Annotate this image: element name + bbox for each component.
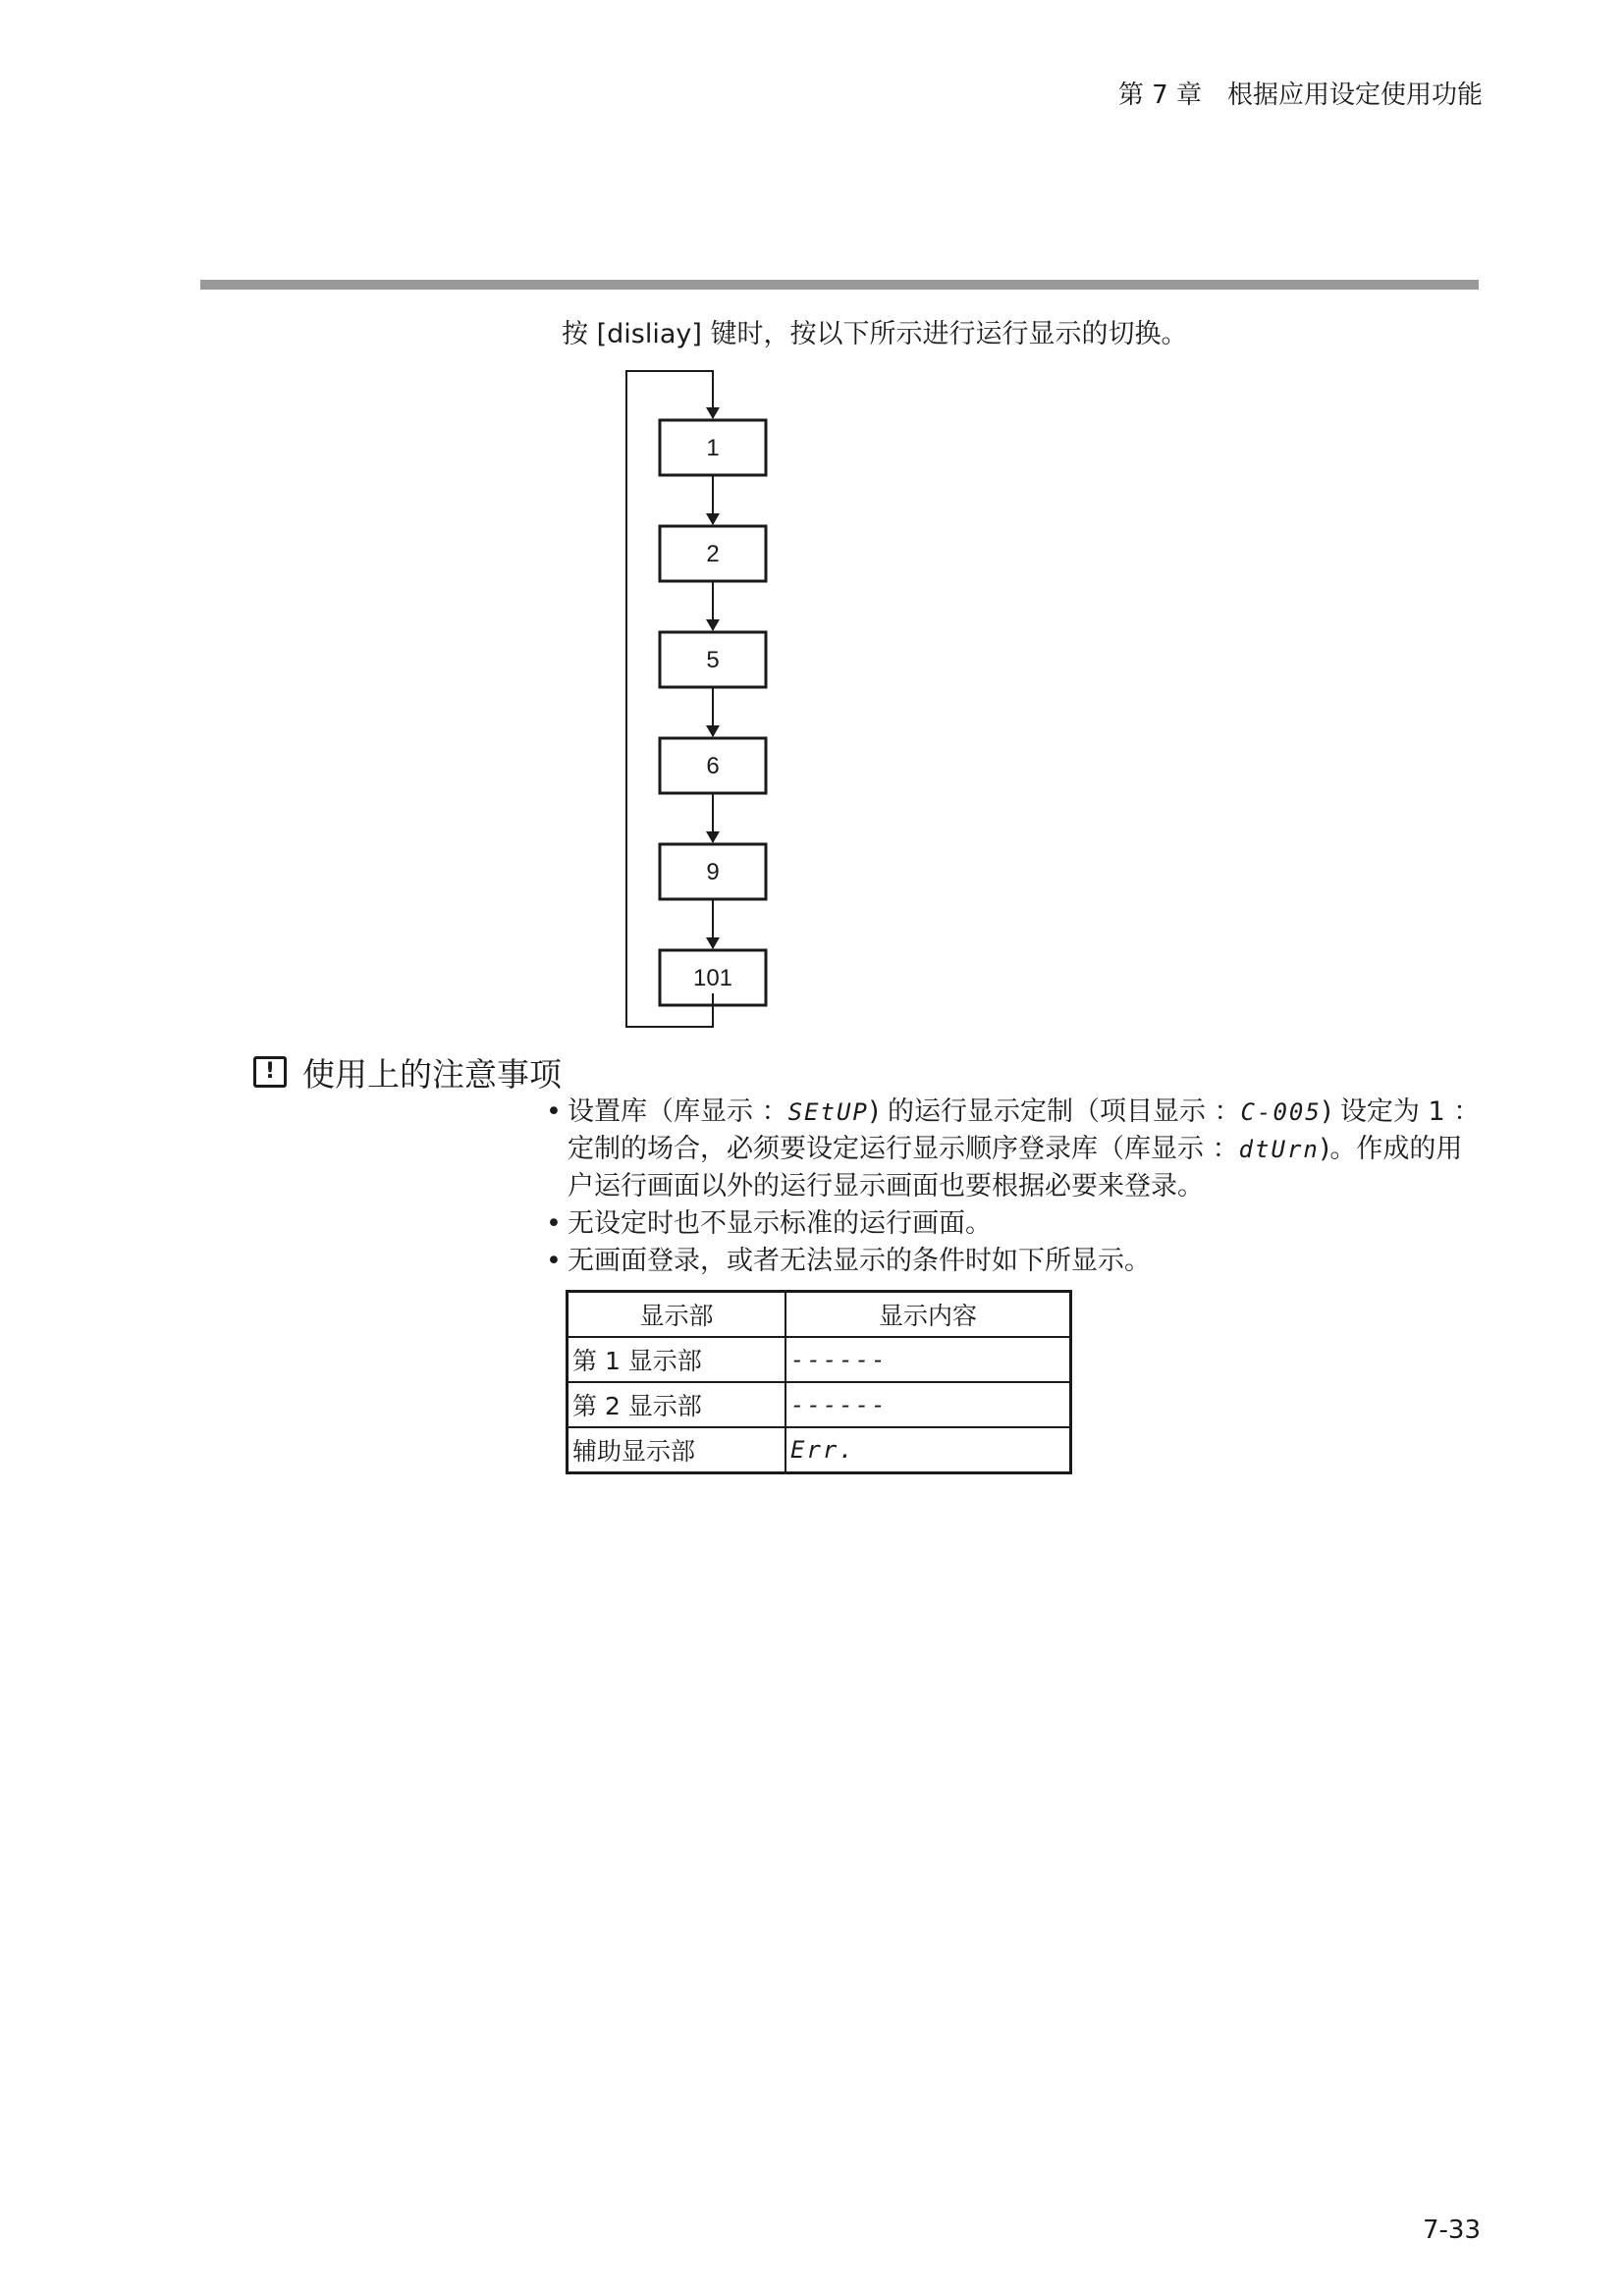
flow-step-box — [660, 420, 766, 475]
flow-step-label: 2 — [706, 541, 720, 567]
flow-step-label: 101 — [692, 965, 733, 991]
flow-step-box — [660, 526, 766, 581]
table-cell-part: 辅助显示部 — [568, 1427, 786, 1473]
table-cell-part: 第 1 显示部 — [568, 1337, 786, 1382]
flow-step-label: 5 — [706, 647, 720, 673]
segment-code-dturn: dtUrn — [1238, 1136, 1320, 1163]
table-row — [568, 1337, 1071, 1382]
caution-item-3: • 无画面登录，或者无法显示的条件时如下所显示。 — [546, 1243, 1489, 1280]
caution-heading — [253, 1050, 562, 1094]
table-row — [568, 1382, 1071, 1427]
caution-list — [546, 1094, 1489, 1280]
table-cell-content: ------ — [785, 1337, 1071, 1382]
caution-item-2: • 无设定时也不显示标准的运行画面。 — [546, 1205, 1489, 1243]
table-cell-part: 第 2 显示部 — [568, 1382, 786, 1427]
flow-step-box — [660, 844, 766, 899]
table-row — [568, 1427, 1071, 1473]
caution-icon: ! — [253, 1056, 287, 1088]
caution-title: 使用上的注意事项 — [302, 1054, 562, 1094]
table-header-row — [568, 1292, 1071, 1338]
table-header-content: 显示内容 — [785, 1292, 1071, 1338]
segment-code-setup: SEtUP — [787, 1098, 869, 1126]
page-number: 7-33 — [1422, 2216, 1481, 2245]
flow-step-label: 1 — [706, 435, 720, 461]
flow-step-label: 9 — [706, 859, 720, 885]
table-cell-content: ------ — [785, 1382, 1071, 1427]
segment-code-c005: C-005 — [1240, 1098, 1322, 1126]
display-table — [566, 1290, 1072, 1474]
caution-item-1: • 设置库（库显示 ：SEtUP) 的运行显示定制（项目显示 ：C-005) 设定为 1 ：定制的场合，必须要设定运行显示顺序登录库（库显示 ：dtUrn)。作成的用户运行画面以外的运行显示画面也要根据必要来登录。 — [546, 1094, 1489, 1205]
flow-step-box — [660, 738, 766, 793]
table-header-part: 显示部 — [568, 1292, 786, 1338]
display-flow-diagram — [0, 0, 1624, 1080]
flow-step-box — [660, 632, 766, 687]
table-cell-content: Err. — [785, 1427, 1071, 1473]
flow-step-label: 6 — [706, 753, 720, 779]
chapter-header: 第 7 章 根据应用设定使用功能 — [1117, 80, 1483, 110]
intro-text: 按 [disliay] 键时，按以下所示进行运行显示的切换。 — [562, 319, 1188, 349]
